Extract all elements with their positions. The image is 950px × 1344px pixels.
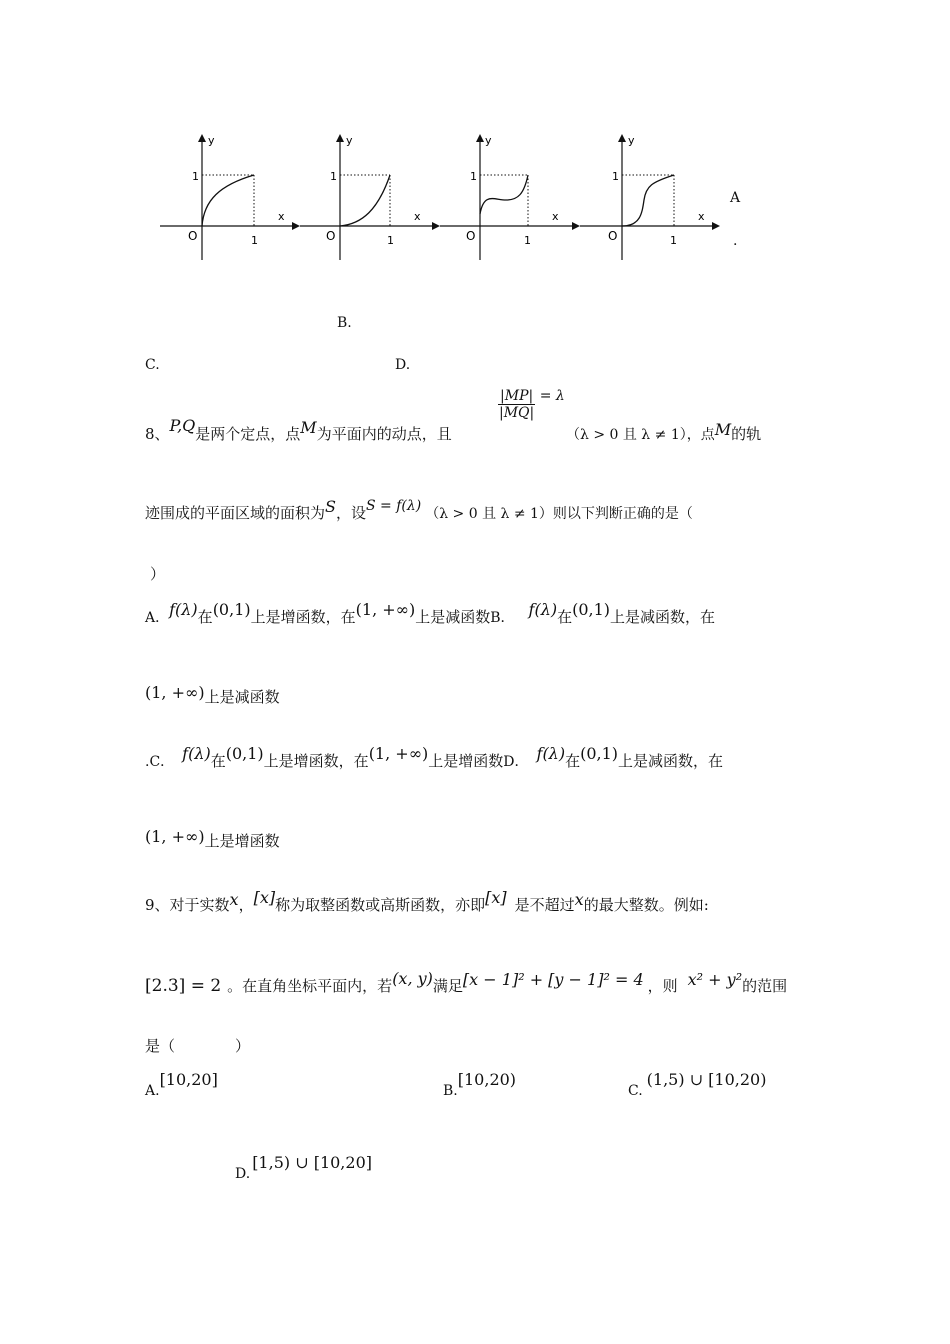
q8-m2: M bbox=[714, 420, 732, 439]
q8-option-c-interval2: (1, +∞) bbox=[368, 744, 429, 763]
q8-ratio-den: |MQ| bbox=[499, 405, 535, 421]
q9-equation: [x − 1]² + [y − 1]² = 4 bbox=[462, 970, 644, 989]
q9-number: 9、对于实数 bbox=[145, 896, 230, 914]
q9-text1: 称为取整函数或高斯函数，亦即 bbox=[275, 896, 486, 914]
q8-option-c-interval1: (0,1) bbox=[225, 744, 264, 763]
x-label: x bbox=[414, 210, 421, 223]
x-tick-one: 1 bbox=[387, 234, 394, 247]
q8-option-c-inc: 上是增函数，在 bbox=[263, 752, 369, 770]
q8-option-a-in: 在 bbox=[197, 608, 213, 626]
q9-option-a-label: A. bbox=[145, 1083, 160, 1099]
q8-line1 bbox=[145, 416, 452, 444]
q7-option-a-dot: . bbox=[733, 233, 738, 249]
q8-option-d-end: 上是增函数 bbox=[204, 832, 280, 850]
q9-option-c-label: C. bbox=[628, 1083, 643, 1099]
y-label: y bbox=[208, 134, 215, 147]
q8-option-c-f: f(λ) bbox=[182, 744, 211, 763]
origin-label: O bbox=[188, 229, 198, 243]
q9-comma: ， bbox=[238, 896, 254, 914]
q9-option-c-value: (1,5) ∪ [10,20) bbox=[646, 1070, 767, 1089]
q9-text4: 。在直角坐标平面内，若 bbox=[227, 977, 393, 995]
x-tick-one: 1 bbox=[670, 234, 677, 247]
q8-option-a-interval1: (0,1) bbox=[212, 600, 251, 619]
q9-text7: 的范围 bbox=[742, 977, 788, 995]
q9-option-b-value: [10,20) bbox=[457, 1070, 517, 1089]
graph-d bbox=[580, 130, 730, 265]
q9-xy: (x, y) bbox=[392, 969, 433, 988]
q8-option-b-interval2: (1, +∞) bbox=[145, 683, 205, 702]
y-tick-one: 1 bbox=[330, 170, 337, 183]
q8-option-b-in: 在 bbox=[557, 608, 573, 626]
q9-option-a bbox=[145, 1070, 218, 1099]
q9-option-d bbox=[235, 1153, 372, 1182]
q7-option-c-label: C. bbox=[145, 357, 160, 373]
q8-option-a-inc: 上是增函数，在 bbox=[250, 608, 356, 626]
q8-option-d-dec: 上是减函数，在 bbox=[618, 752, 724, 770]
q9-line3: 是（ ） bbox=[145, 1037, 251, 1055]
y-tick-one: 1 bbox=[192, 170, 199, 183]
q7-option-a-label: A bbox=[730, 190, 741, 206]
q9-text3: 的最大整数。例如: bbox=[583, 896, 709, 914]
y-label: y bbox=[485, 134, 492, 147]
graph-a bbox=[160, 130, 310, 265]
q9-option-b-label: B. bbox=[443, 1083, 458, 1099]
y-label: y bbox=[628, 134, 635, 147]
graph-c bbox=[440, 130, 590, 265]
q8-s-eq: S = f(λ) bbox=[366, 498, 422, 514]
q8-options-ab bbox=[145, 600, 716, 627]
x-label: x bbox=[698, 210, 705, 223]
q8-option-c-end: 上是增函数 bbox=[428, 752, 504, 770]
q9-text2: 是不超过 bbox=[514, 896, 575, 914]
x-tick-one: 1 bbox=[251, 234, 258, 247]
q9-option-d-value: [1,5) ∪ [10,20] bbox=[252, 1153, 372, 1172]
origin-label: O bbox=[326, 229, 336, 243]
q8-line2-b: ，设 bbox=[335, 504, 366, 522]
q9-example: [2.3] = 2 bbox=[145, 976, 222, 996]
origin-label: O bbox=[466, 229, 476, 243]
q9-option-c bbox=[628, 1070, 767, 1099]
q9-text5: 满足 bbox=[432, 977, 463, 995]
q8-text2: 为平面内的动点，且 bbox=[316, 425, 452, 443]
q7-option-b-label: B. bbox=[337, 315, 352, 331]
q8-option-b-dec: 上是减函数，在 bbox=[610, 608, 716, 626]
q9-x2y2: x² + y² bbox=[687, 970, 743, 989]
q8-option-a-interval2: (1, +∞) bbox=[355, 600, 416, 619]
q8-line1-tail bbox=[566, 420, 762, 444]
q8-line2-a: 迹围成的平面区域的面积为 bbox=[145, 504, 326, 522]
q8-s: S bbox=[325, 497, 336, 516]
q8-cond1: （λ > 0 且 λ ≠ 1），点 bbox=[566, 427, 715, 443]
q8-option-a-f: f(λ) bbox=[169, 600, 198, 619]
y-tick-one: 1 bbox=[470, 170, 477, 183]
y-label: y bbox=[346, 134, 353, 147]
x-tick-one: 1 bbox=[524, 234, 531, 247]
q8-option-d-interval2: (1, +∞) bbox=[145, 827, 205, 846]
q8-option-d-in: 在 bbox=[565, 752, 581, 770]
q9-option-a-value: [10,20] bbox=[159, 1070, 218, 1089]
q9-line2 bbox=[145, 969, 788, 996]
q9-text6: ，则 bbox=[647, 977, 678, 995]
y-tick-one: 1 bbox=[612, 170, 619, 183]
q8-m: M bbox=[300, 418, 317, 437]
q8-options-cd bbox=[145, 744, 724, 771]
q9-bracket-x-2: [x] bbox=[485, 888, 507, 907]
q8-option-d-f: f(λ) bbox=[536, 744, 566, 763]
q8-option-b-interval1: (0,1) bbox=[572, 600, 611, 619]
q8-option-a-end: 上是减函数 bbox=[415, 608, 491, 626]
q8-option-b-label: B． bbox=[490, 610, 515, 626]
q8-line2-c: （λ > 0 且 λ ≠ 1）则以下判断正确的是（ bbox=[425, 506, 693, 522]
q8-ratio-num: |MP| bbox=[498, 388, 535, 405]
q8-close-paren: ） bbox=[150, 565, 166, 583]
q8-text3: 的轨 bbox=[731, 425, 762, 443]
q9-line1 bbox=[145, 888, 709, 915]
q8-line2 bbox=[145, 497, 693, 523]
q8-option-d-label: D． bbox=[503, 754, 529, 770]
q9-x-2: x bbox=[574, 890, 584, 909]
q8-option-b-f: f(λ) bbox=[528, 600, 558, 619]
q8-ratio-eq: = λ bbox=[539, 388, 565, 404]
q8-pq: P,Q bbox=[169, 416, 196, 435]
q8-option-d-line2 bbox=[145, 827, 280, 851]
q8-ratio bbox=[498, 388, 565, 421]
q9-option-d-label: D. bbox=[235, 1166, 251, 1182]
q8-option-c-in: 在 bbox=[210, 752, 226, 770]
graph-b bbox=[300, 130, 450, 265]
q9-bracket-x: [x] bbox=[253, 888, 276, 907]
q8-option-b-end: 上是减函数 bbox=[204, 688, 280, 706]
q9-x: x bbox=[229, 890, 239, 909]
q8-number: 8、 bbox=[145, 425, 170, 443]
origin-label: O bbox=[608, 229, 618, 243]
q9-option-b bbox=[443, 1070, 517, 1099]
q8-option-b-line2 bbox=[145, 683, 280, 707]
q8-option-c-label: .C． bbox=[145, 754, 175, 770]
q7-option-d-label: D. bbox=[395, 357, 411, 373]
q8-text1: 是两个定点，点 bbox=[195, 425, 301, 443]
q8-option-d-interval1: (0,1) bbox=[580, 744, 619, 763]
q8-option-a-label: A． bbox=[145, 610, 170, 626]
x-label: x bbox=[278, 210, 285, 223]
x-label: x bbox=[552, 210, 559, 223]
